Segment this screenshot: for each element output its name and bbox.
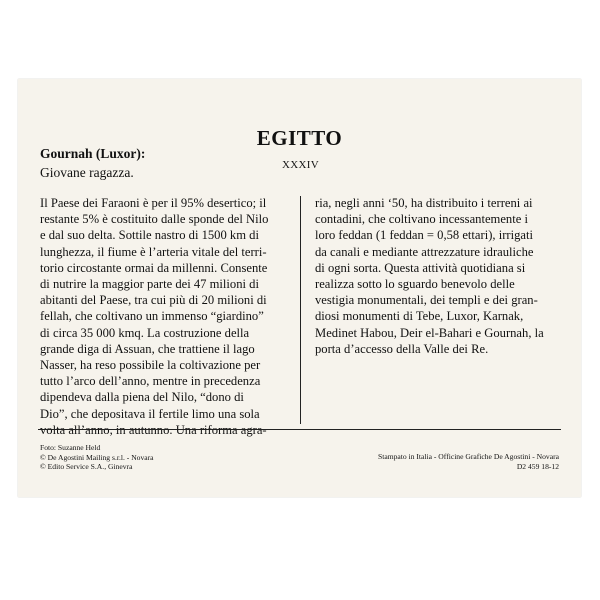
text-line: Medinet Habou, Deir el-Bahari e Gournah, la xyxy=(315,325,544,340)
text-line: fellah, che coltivano un immenso “giardino” xyxy=(40,309,264,324)
text-line: grande diga di Assuan, che trattiene il lago xyxy=(40,341,255,356)
credit-line: Foto: Suzanne Held xyxy=(40,443,101,452)
text-line: Dio”, che depositava il fertile limo una sola xyxy=(40,406,260,421)
text-line: da canali e mediante attrezzature idrauliche xyxy=(315,244,534,259)
text-line: e dal suo delta. Sottile nastro di 1500 km di xyxy=(40,228,259,243)
footer-printer xyxy=(378,452,559,471)
text-line: volta all’anno, in autunno. Una riforma agra- xyxy=(40,422,267,437)
photo-location: Gournah (Luxor): xyxy=(40,146,146,161)
credit-line: © Edito Service S.A., Ginevra xyxy=(40,462,133,472)
text-line: torio circostante ormai da millenni. Consente xyxy=(40,260,268,275)
text-line: di nutrire la maggior parte dei 47 milioni di xyxy=(40,277,259,292)
card-title: EGITTO xyxy=(256,126,343,150)
text-line: contadini, che coltivano incessantemente i xyxy=(315,212,528,227)
text-line: porta d’accesso della Valle dei Re. xyxy=(315,341,489,356)
text-line: vestigia monumentali, dei templi e dei gran- xyxy=(315,293,538,308)
text-column-right xyxy=(315,195,565,357)
text-line: ria, negli anni ‘50, ha distribuito i terreni ai xyxy=(315,196,533,210)
text-line: diosi monumenti di Tebe, Luxor, Karnak, xyxy=(315,309,524,324)
printer-line: Stampato in Italia - Officine Grafiche De Agostini - Novara xyxy=(378,452,559,461)
product-code: D2 459 18-12 xyxy=(516,461,559,471)
text-line: Nasser, ha reso possibile la coltivazione per xyxy=(40,358,261,373)
footer-rule xyxy=(38,429,561,430)
text-column-left xyxy=(40,195,290,438)
text-line: lunghezza, il fiume è l’arteria vitale del terri- xyxy=(40,244,267,259)
text-line: dipendeva dalla piena del Nilo, “dono di xyxy=(40,390,244,405)
credit-line: © De Agostini Mailing s.r.l. - Novara xyxy=(40,452,154,462)
card-number: XXXIV xyxy=(282,159,319,171)
postcard xyxy=(18,79,581,497)
text-line: di circa 35 000 kmq. La costruzione della xyxy=(40,325,250,340)
photo-subject: Giovane ragazza. xyxy=(40,165,134,180)
text-line: restante 5% è costituito dalle sponde del Nilo xyxy=(40,212,269,227)
text-line: tutto l’arco dell’anno, mentre in precedenza xyxy=(40,374,261,389)
text-line: loro feddan (1 feddan = 0,58 ettari), irrigati xyxy=(315,228,533,243)
text-line: realizza sotto lo sguardo benevolo delle xyxy=(315,277,515,292)
text-line: abitanti del Paese, tra cui più di 20 milioni di xyxy=(40,293,267,308)
text-line: Il Paese dei Faraoni è per il 95% desertico; il xyxy=(40,196,267,210)
text-line: di ogni sorta. Questa attività quotidiana si xyxy=(315,260,526,275)
column-divider xyxy=(300,196,301,424)
footer-credits xyxy=(40,443,154,472)
